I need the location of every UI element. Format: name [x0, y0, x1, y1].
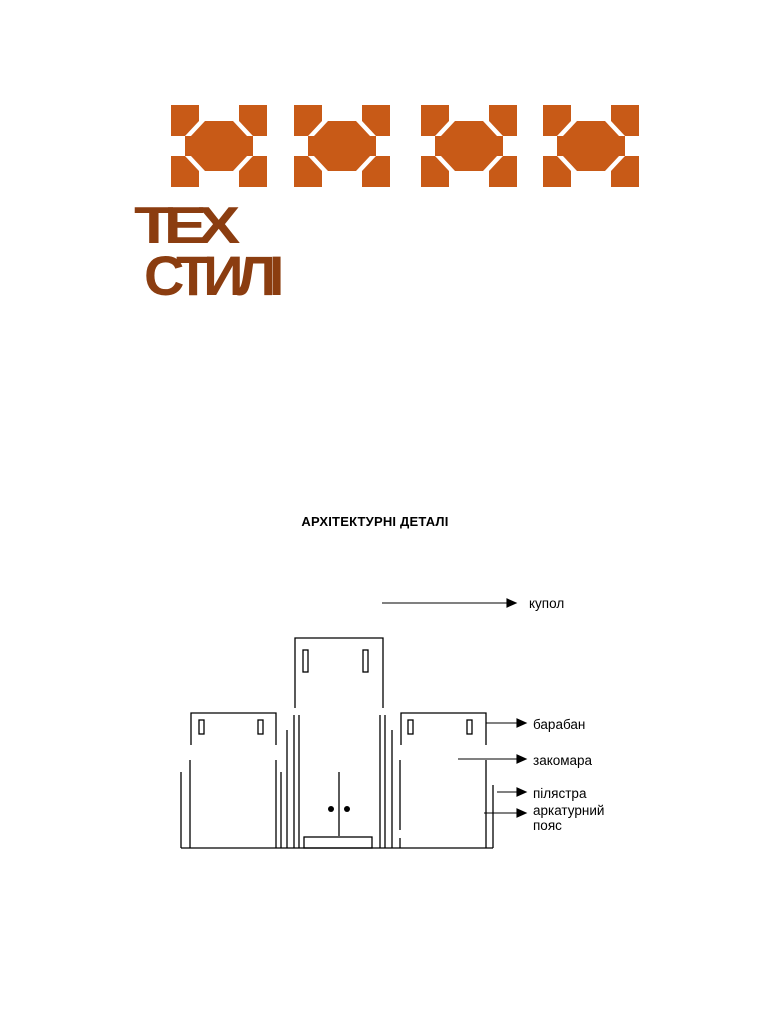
wing-window [258, 720, 263, 734]
logo-line-1: ТЕХ [134, 197, 231, 255]
section-title: АРХІТЕКТУРНІ ДЕТАЛІ [301, 514, 449, 529]
label-kupol: купол [529, 596, 565, 611]
wing-window [199, 720, 204, 734]
ornament-tile [421, 105, 517, 187]
label-baraban: барабан [533, 717, 586, 732]
ornament-tile [171, 105, 267, 187]
drum-window [363, 650, 368, 672]
wing-window [467, 720, 472, 734]
drum-window [303, 650, 308, 672]
ornament-strip [171, 105, 641, 187]
logo [128, 198, 298, 318]
arrowhead [517, 719, 526, 727]
wing-window [408, 720, 413, 734]
label-pilyastra: пілястра [533, 786, 587, 801]
arrowhead [517, 788, 526, 796]
label-arkaturnyi-2: пояс [533, 818, 562, 833]
architecture-diagram [0, 580, 768, 880]
central-drum [295, 638, 383, 708]
ornament-tile [294, 105, 390, 187]
arrowhead [507, 599, 516, 607]
arrowhead [517, 809, 526, 817]
right-wing-drum [401, 713, 486, 745]
logo-line-2: СТИЛІ [144, 244, 278, 307]
ornament-tile [543, 105, 639, 187]
portal-base [304, 837, 372, 848]
arrowhead [517, 755, 526, 763]
label-arkaturnyi-1: аркатурний [533, 803, 605, 818]
gap [395, 830, 401, 838]
door-knob [344, 806, 350, 812]
door-knob [328, 806, 334, 812]
label-zakomara: закомара [533, 753, 593, 768]
